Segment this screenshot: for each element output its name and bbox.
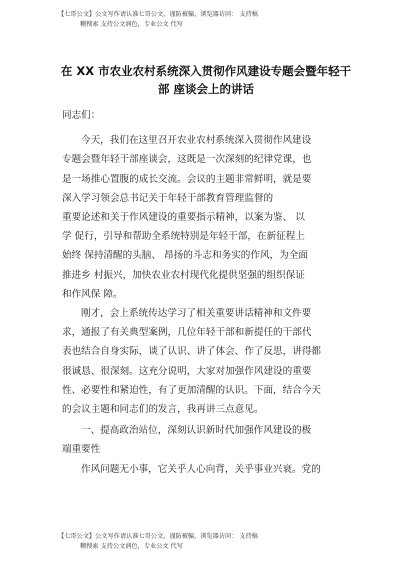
paragraph-line: 求，通报了有关典型案例，几位年轻干部和新提任的干部代 <box>62 327 312 339</box>
header-line-2: 糊搜索 支持公文润色，专业公文 代写 <box>80 21 183 28</box>
document-title <box>40 62 372 98</box>
section-heading-line: 一、提高政治站位，深刻认识新时代加强作风建设的极 <box>81 425 312 437</box>
paragraph-line: 推进乡 村振兴，加快农业农村现代化提供坚强的组织保证 <box>62 269 305 281</box>
paragraph-2 <box>62 304 350 419</box>
title-line-2: 部 座谈会上的讲话 <box>157 82 254 96</box>
document-footer <box>58 532 358 552</box>
paragraph-line: 始终 保持清醒的头脑、 昂扬的斗志和务实的作风，为全面 <box>62 250 308 262</box>
paragraph-line: 的会议主题和同志们的发言，我再讲三点意见。 <box>62 404 264 416</box>
title-line-1: 在 XX 市农业农村系统深入贯彻作风建设专题会暨年轻干 <box>60 64 352 78</box>
section-heading-1 <box>62 421 350 459</box>
document-header <box>58 10 358 30</box>
paragraph-line: 深入学习领会总书记关于年轻干部教育管理监督的 <box>62 192 274 204</box>
paragraph-line: 很诚恳、很深刻。这充分说明，大家对加强作风建设的重要 <box>62 365 312 377</box>
paragraph-line: 性、必要性和紧迫性，有了更加清醒的认识。下面，结合今天 <box>62 384 322 396</box>
paragraph-3 <box>62 460 350 479</box>
section-heading-line: 端重要性 <box>62 444 101 456</box>
paragraph-line: 作风问题无小事，它关乎人心向背，关乎事业兴衰。党的 <box>81 463 321 475</box>
footer-line-2: 糊搜索 支持公文润色，专业公文 代写 <box>80 543 183 550</box>
greeting-text: 同志们： <box>62 110 101 121</box>
paragraph-line: 刚才，会上系统传达学习了相关重要讲话精神和文件要 <box>81 308 312 320</box>
paragraph-line: 今天，我们在这里召开农业农村系统深入贯彻作风建设 <box>81 135 312 147</box>
footer-line-1: 【七哥公文】公文写作请认准七哥公文，谨防被骗，浏览器访问： 支持稿 <box>58 533 258 540</box>
header-line-1: 【七哥公文】公文写作请认准七哥公文，谨防被骗，浏览器访问： 支持稿 <box>58 11 258 18</box>
paragraph-line: 专题会暨年轻干部座谈会，这既是一次深刻的纪律党课，也 <box>62 154 312 166</box>
paragraph-line: 是一场推心置腹的成长交流。会议的主题非常鲜明，就是要 <box>62 173 312 185</box>
document-body <box>62 106 350 479</box>
paragraph-line: 和作风保 障。 <box>62 288 123 300</box>
paragraph-line: 表也结合自身实际，谈了认识、讲了体会、作了反思，讲得都 <box>62 346 322 358</box>
paragraph-1 <box>62 131 350 304</box>
greeting <box>62 106 350 125</box>
paragraph-line: 学 促行，引导和帮助全系统特别是年轻干部，在新征程上 <box>62 231 305 243</box>
paragraph-line: 重要论述和关于作风建设的重要指示精神，以案为鉴、 以 <box>62 212 305 224</box>
